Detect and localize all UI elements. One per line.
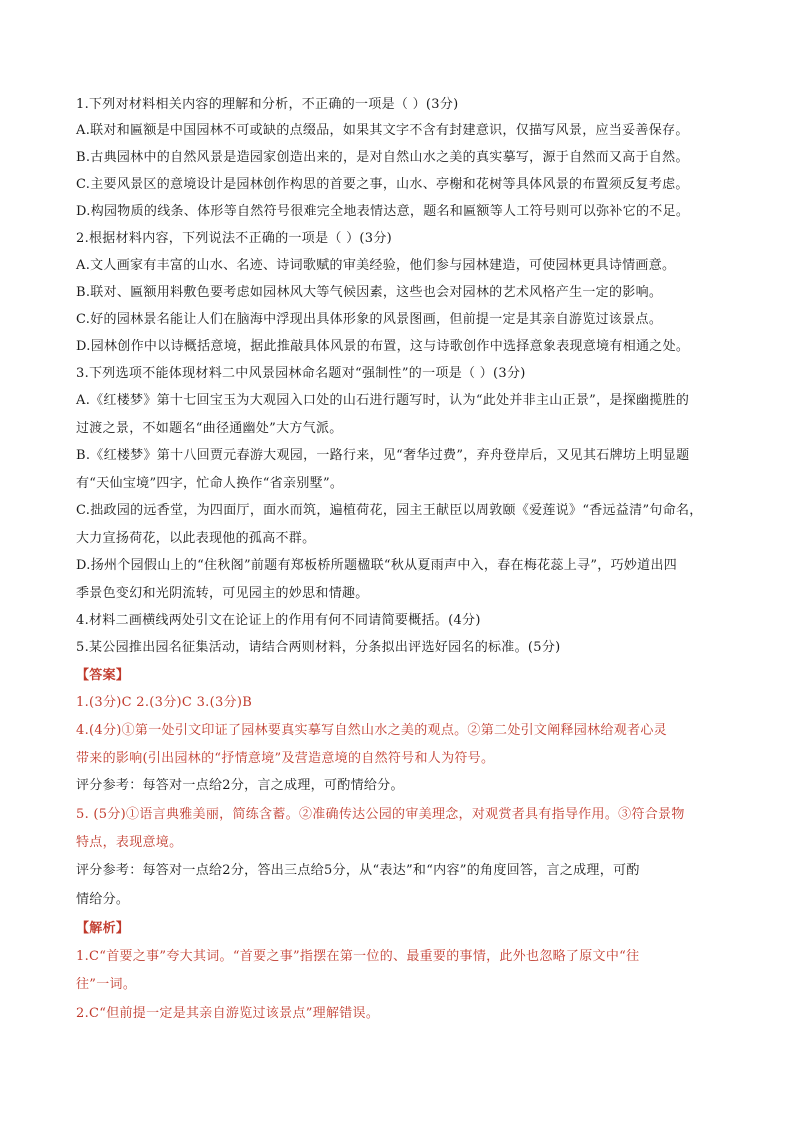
q3-stem: 3.下列选项不能体现材料二中风景园林命名题对“强制性”的一项是（ ）(3分) xyxy=(76,366,526,381)
answer-q4-line1: 4.(4分)①第一处引文印证了园林要真实摹写自然山水之美的观点。②第二处引文阐释园林给观者心灵 xyxy=(76,723,667,738)
q3-option-a-line2: 过渡之景，不如题名“曲径通幽处”大方气派。 xyxy=(76,421,343,436)
q2-stem: 2.根据材料内容，下列说法不正确的一项是（ ）(3分) xyxy=(76,231,393,246)
q3-option-d-line2: 季景色变幻和光阴流转，可见园主的妙思和情趣。 xyxy=(76,586,369,601)
answer-line-1: 1.(3分)C 2.(3分)C 3.(3分)B xyxy=(76,695,253,710)
q1-option-b: B.古典园林中的自然风景是造园家创造出来的，是对自然山水之美的真实摹写，源于自然而又高于自然。 xyxy=(76,150,689,165)
q5-stem: 5.某公园推出园名征集活动，请结合两则材料，分条拟出评选好园名的标准。(5分) xyxy=(76,640,561,655)
q3-option-c-line2: 大力宣扬荷花，以此表现他的孤高不群。 xyxy=(76,531,316,546)
q2-option-c: C.好的园林景名能让人们在脑海中浮现出具体形象的风景图画，但前提一定是其亲自游览过该景点。 xyxy=(76,312,663,327)
q3-option-c-line1: C.拙政园的远香堂，为四面厅，面水而筑，遍植荷花，园主王献臣以周敦颐《爱莲说》“香远益清”句命名， xyxy=(76,503,703,518)
analysis-line-3: 2.C“但前提一定是其亲自游览过该景点”理解错误。 xyxy=(76,1006,380,1021)
answer-q5-line1: 5. (5分)①语言典雅美丽，简练含蓄。②准确传达公园的审美理念，对观赏者具有指导作用。③符合景物 xyxy=(76,807,685,822)
q4-stem: 4.材料二画横线两处引文在论证上的作用有何不同请简要概括。(4分) xyxy=(76,613,481,628)
q3-option-b-line1: B.《红楼梦》第十八回贾元春游大观园，一路行来，见“奢华过费”，弃舟登岸后，又见其石牌坊上明显题 xyxy=(76,448,690,463)
q2-option-d: D.园林创作中以诗概括意境，据此推敲具体风景的布置，这与诗歌创作中选择意象表现意境有相通之处。 xyxy=(76,339,690,354)
q3-option-d-line1: D.扬州个园假山上的“住秋阁”前题有郑板桥所题楹联“秋从夏雨声中入，春在梅花蕊上寻”，巧妙道出四 xyxy=(76,558,678,573)
answer-q5-score-line2: 情给分。 xyxy=(76,892,130,907)
answer-q4-score: 评分参考：每答对一点给2分，言之成理，可酌情给分。 xyxy=(76,778,404,793)
analysis-heading: 【解析】 xyxy=(76,921,130,936)
analysis-line-2: 往”一词。 xyxy=(76,977,137,992)
q2-option-a: A.文人画家有丰富的山水、名迹、诗词歌赋的审美经验，他们参与园林建造，可使园林更具诗情画意。 xyxy=(76,258,676,273)
q1-option-a: A.联对和匾额是中国园林不可或缺的点缀品，如果其文字不含有封建意识，仅描写风景，应当妥善保存。 xyxy=(76,123,689,138)
answer-q5-line2: 特点，表现意境。 xyxy=(76,835,183,850)
q1-option-d: D.构园物质的线条、体形等自然符号很难完全地表情达意，题名和匾额等人工符号则可以弥补它的不足。 xyxy=(76,204,690,219)
q2-option-b: B.联对、匾额用料敷色要考虑如园林风大等气候因素，这些也会对园林的艺术风格产生一定的影响。 xyxy=(76,285,663,300)
q3-option-a-line1: A.《红楼梦》第十七回宝玉为大观园入口处的山石进行题写时，认为“此处并非主山正景”，是探幽揽胜的 xyxy=(76,393,690,408)
answer-q4-line2: 带来的影响(引出园林的“抒情意境”及营造意境的自然符号和人为符号。 xyxy=(76,751,495,766)
answer-q5-score-line1: 评分参考：每答对一点给2分，答出三点给5分，从“表达”和“内容”的角度回答，言之成理，可酌 xyxy=(76,863,640,878)
q1-option-c: C.主要风景区的意境设计是园林创作构思的首要之事，山水、亭榭和花树等具体风景的布置须反复考虑。 xyxy=(76,177,689,192)
answer-heading: 【答案】 xyxy=(76,668,130,683)
q3-option-b-line2: 有“天仙宝境”四字，忙命人换作“省亲别墅”。 xyxy=(76,476,344,491)
analysis-line-1: 1.C“首要之事”夸大其词。“首要之事”指摆在第一位的、最重要的事情，此外也忽略了原文中“往 xyxy=(76,949,640,964)
q1-stem: 1.下列对材料相关内容的理解和分析，不正确的一项是（ ）(3分) xyxy=(76,97,459,112)
